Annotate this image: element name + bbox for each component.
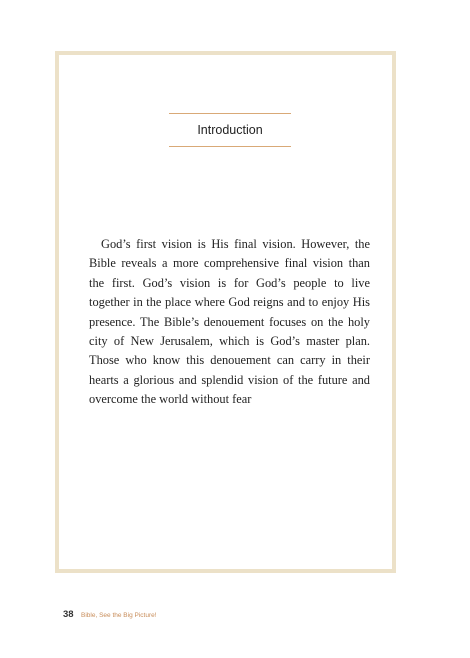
- running-title: Bible, See the Big Picture!: [81, 612, 157, 619]
- body-paragraph: God’s first vision is His final vision. However, the Bible reveals a more comprehensive final vision than the first. God’s vision is for God’s people to live together in the place where God reigns and to enjoy His presence. The Bible’s denouement focuses on the holy city of New Jerusalem, which is God’s master plan. Those who know this denouement can carry in their hearts a glorious and splendid vision of the future and overcome the world without fear: [89, 237, 370, 407]
- page-frame: [55, 51, 396, 573]
- heading-rule-bottom: [169, 146, 291, 147]
- section-title: Introduction: [197, 123, 263, 137]
- page-number: 38: [63, 609, 74, 620]
- section-heading-block: [169, 113, 291, 147]
- page-footer: [63, 604, 157, 622]
